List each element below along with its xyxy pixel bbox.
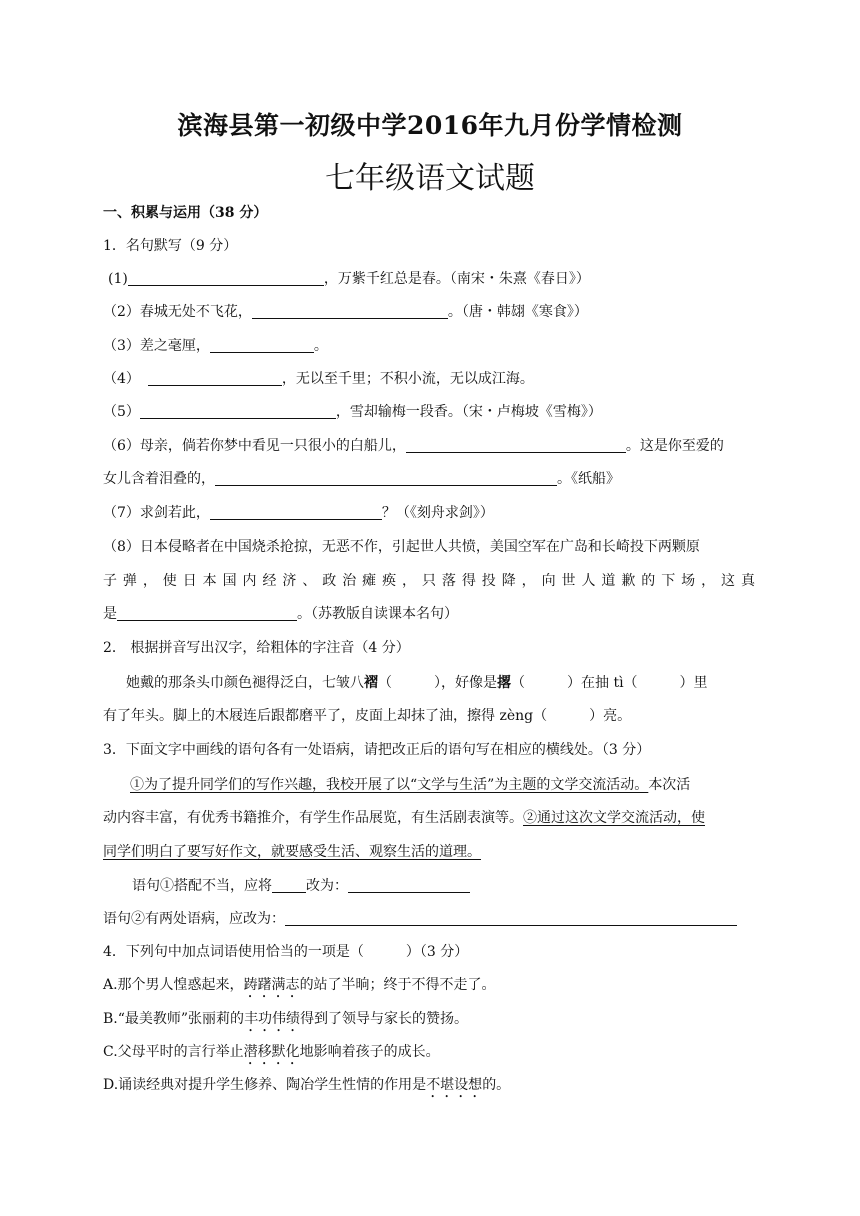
q3-passage-line-1	[130, 775, 755, 795]
answer-blank[interactable]	[406, 438, 626, 453]
question-2-heading: 2． 根据拼音写出汉字，给粗体的字注音（4 分）	[103, 640, 410, 656]
q3-passage-text: 本次活	[648, 777, 691, 793]
q1-item-2-post: 。（唐・韩翃《寒食》）	[447, 304, 588, 320]
option-c-pre: C.父母平时的言行举止	[103, 1044, 244, 1060]
q1-item-5	[103, 402, 755, 422]
q1-item-5-post: ，雪却输梅一段香。（宋・卢梅坡《雪梅》）	[335, 404, 602, 420]
q2-text-c: （ ），好像是	[378, 675, 497, 691]
q1-item-2-pre: （2）春城无处不飞花，	[103, 304, 252, 320]
exam-title: 滨海县第一初级中学2016年九月份学情检测	[177, 111, 683, 140]
q1-item-8-line-2: 子弹，使日本国内经济、政治瘫痪，只落得投降，向世人道歉的下场，这真	[103, 573, 755, 589]
q1-item-1-post: ，万紫千红总是春。（南宋・朱熹《春日》）	[323, 271, 590, 287]
answer-blank[interactable]	[215, 471, 557, 486]
answer-blank[interactable]	[252, 304, 448, 319]
q2-text-d: （ ）在抽 tì（ ）里	[511, 675, 708, 691]
bold-char-zhe: 褶	[364, 675, 378, 691]
answer-blank[interactable]	[272, 878, 306, 893]
q2-text-a: 她戴的那条头巾颜色褪得泛白，七皱八	[126, 675, 364, 691]
q3-answer-2	[103, 909, 755, 929]
q1-item-6b-post: 。《纸船》	[557, 471, 620, 487]
q1-item-8-line-1: （8）日本侵略者在中国烧杀抢掠，无恶不作，引起世人共愤，美国空军在广岛和长崎投下两颗原	[103, 539, 700, 555]
option-b[interactable]	[103, 1009, 755, 1035]
q2-line-2: 有了年头。脚上的木屐连后跟都磨平了，皮面上却抹了油，擦得 zèng（ ）亮。	[103, 708, 632, 724]
q2-line-1	[126, 673, 755, 693]
q1-item-4	[103, 369, 755, 389]
question-1-heading: 1．名句默写（9 分）	[103, 238, 238, 254]
option-c[interactable]	[103, 1042, 755, 1068]
option-a-post: 的站了半晌；终于不得不走了。	[299, 977, 496, 993]
option-d[interactable]	[103, 1075, 755, 1101]
q1-item-7-post: ？（《刻舟求剑》）	[381, 505, 494, 521]
answer-blank[interactable]	[117, 606, 297, 621]
question-3-heading: 3．下面文字中画线的语句各有一处语病，请把改正后的语句写在相应的横线处。（3 分）	[103, 742, 651, 758]
q1-item-3-post: 。	[313, 338, 328, 354]
q1-item-2	[103, 302, 755, 322]
q3-passage-line-2	[103, 808, 755, 828]
answer-blank[interactable]	[128, 271, 324, 286]
q1-item-3-pre: （3）差之毫厘，	[103, 338, 210, 354]
q1-item-8-post: 。（苏教版自读课本名句）	[297, 606, 458, 622]
q3-passage-line-3	[103, 842, 755, 862]
answer-blank[interactable]	[140, 404, 336, 419]
answer-blank[interactable]	[210, 338, 314, 353]
q1-item-4-pre: （4）	[103, 371, 140, 387]
answer-blank[interactable]	[285, 911, 737, 926]
question-4-heading: 4．下列句中加点词语使用恰当的一项是（ ）（3 分）	[103, 944, 469, 960]
exam-subtitle: 七年级语文试题	[325, 161, 535, 196]
bold-char-liao: 撂	[497, 675, 511, 691]
q3-answer-2-pre: 语句②有两处语病，应改为：	[103, 911, 285, 927]
underlined-sentence-1: ①为了提升同学们的写作兴趣，我校开展了以“文学与生活”为主题的文学交流活动。	[130, 777, 649, 793]
q1-item-6-pre: （6）母亲，倘若你梦中看见一只很小的白船儿，	[103, 438, 406, 454]
option-b-post: 得到了领导与家长的赞扬。	[300, 1011, 469, 1027]
q1-item-7	[103, 503, 755, 523]
answer-blank[interactable]	[210, 505, 382, 520]
q1-item-3	[103, 336, 755, 356]
option-b-pre: B.“最美教师”张丽莉的	[103, 1011, 245, 1027]
q1-item-6-line-2	[103, 469, 755, 489]
q1-item-8-pre: 是	[103, 606, 117, 622]
q1-item-6-line-1	[103, 436, 755, 456]
answer-blank[interactable]	[148, 371, 282, 386]
dotted-phrase: 潜移默化	[243, 1044, 300, 1060]
q3-answer-1-mid: 改为：	[306, 878, 348, 894]
q3-answer-1	[132, 876, 755, 896]
q1-item-4-post: ，无以至千里；不积小流，无以成江海。	[281, 371, 534, 387]
dotted-phrase: 踌躇满志	[243, 977, 300, 993]
underlined-sentence-2: ②通过这次文学交流活动，使	[523, 810, 705, 826]
q1-item-8-line-3	[103, 604, 755, 624]
option-d-pre: D.诵读经典对提升学生修养、陶冶学生性情的作用是	[103, 1077, 427, 1093]
q1-item-5-pre: （5）	[103, 404, 140, 420]
q1-item-7-pre: （7）求剑若此，	[103, 505, 210, 521]
dotted-phrase: 不堪设想	[426, 1077, 483, 1093]
section-heading: 一、积累与运用（38 分）	[103, 205, 268, 221]
q3-passage-text: 动内容丰富，有优秀书籍推介，有学生作品展览，有生活剧表演等。	[103, 810, 523, 826]
option-a[interactable]	[103, 975, 755, 1001]
option-d-post: 的。	[482, 1077, 511, 1093]
q1-item-1	[108, 269, 760, 289]
q1-item-6b-pre: 女儿含着泪叠的，	[103, 471, 215, 487]
option-a-pre: A.那个男人惶惑起来，	[103, 977, 244, 993]
dotted-phrase: 丰功伟绩	[244, 1011, 301, 1027]
underlined-sentence-2-cont: 同学们明白了要写好作文，就要感受生活、观察生活的道理。	[103, 844, 481, 860]
q3-answer-1-pre: 语句①搭配不当，应将	[132, 878, 272, 894]
q1-item-1-pre: (1)	[108, 271, 128, 287]
option-c-post: 地影响着孩子的成长。	[299, 1044, 440, 1060]
q1-item-6-post: 。这是你至爱的	[625, 438, 724, 454]
answer-blank[interactable]	[348, 878, 470, 893]
